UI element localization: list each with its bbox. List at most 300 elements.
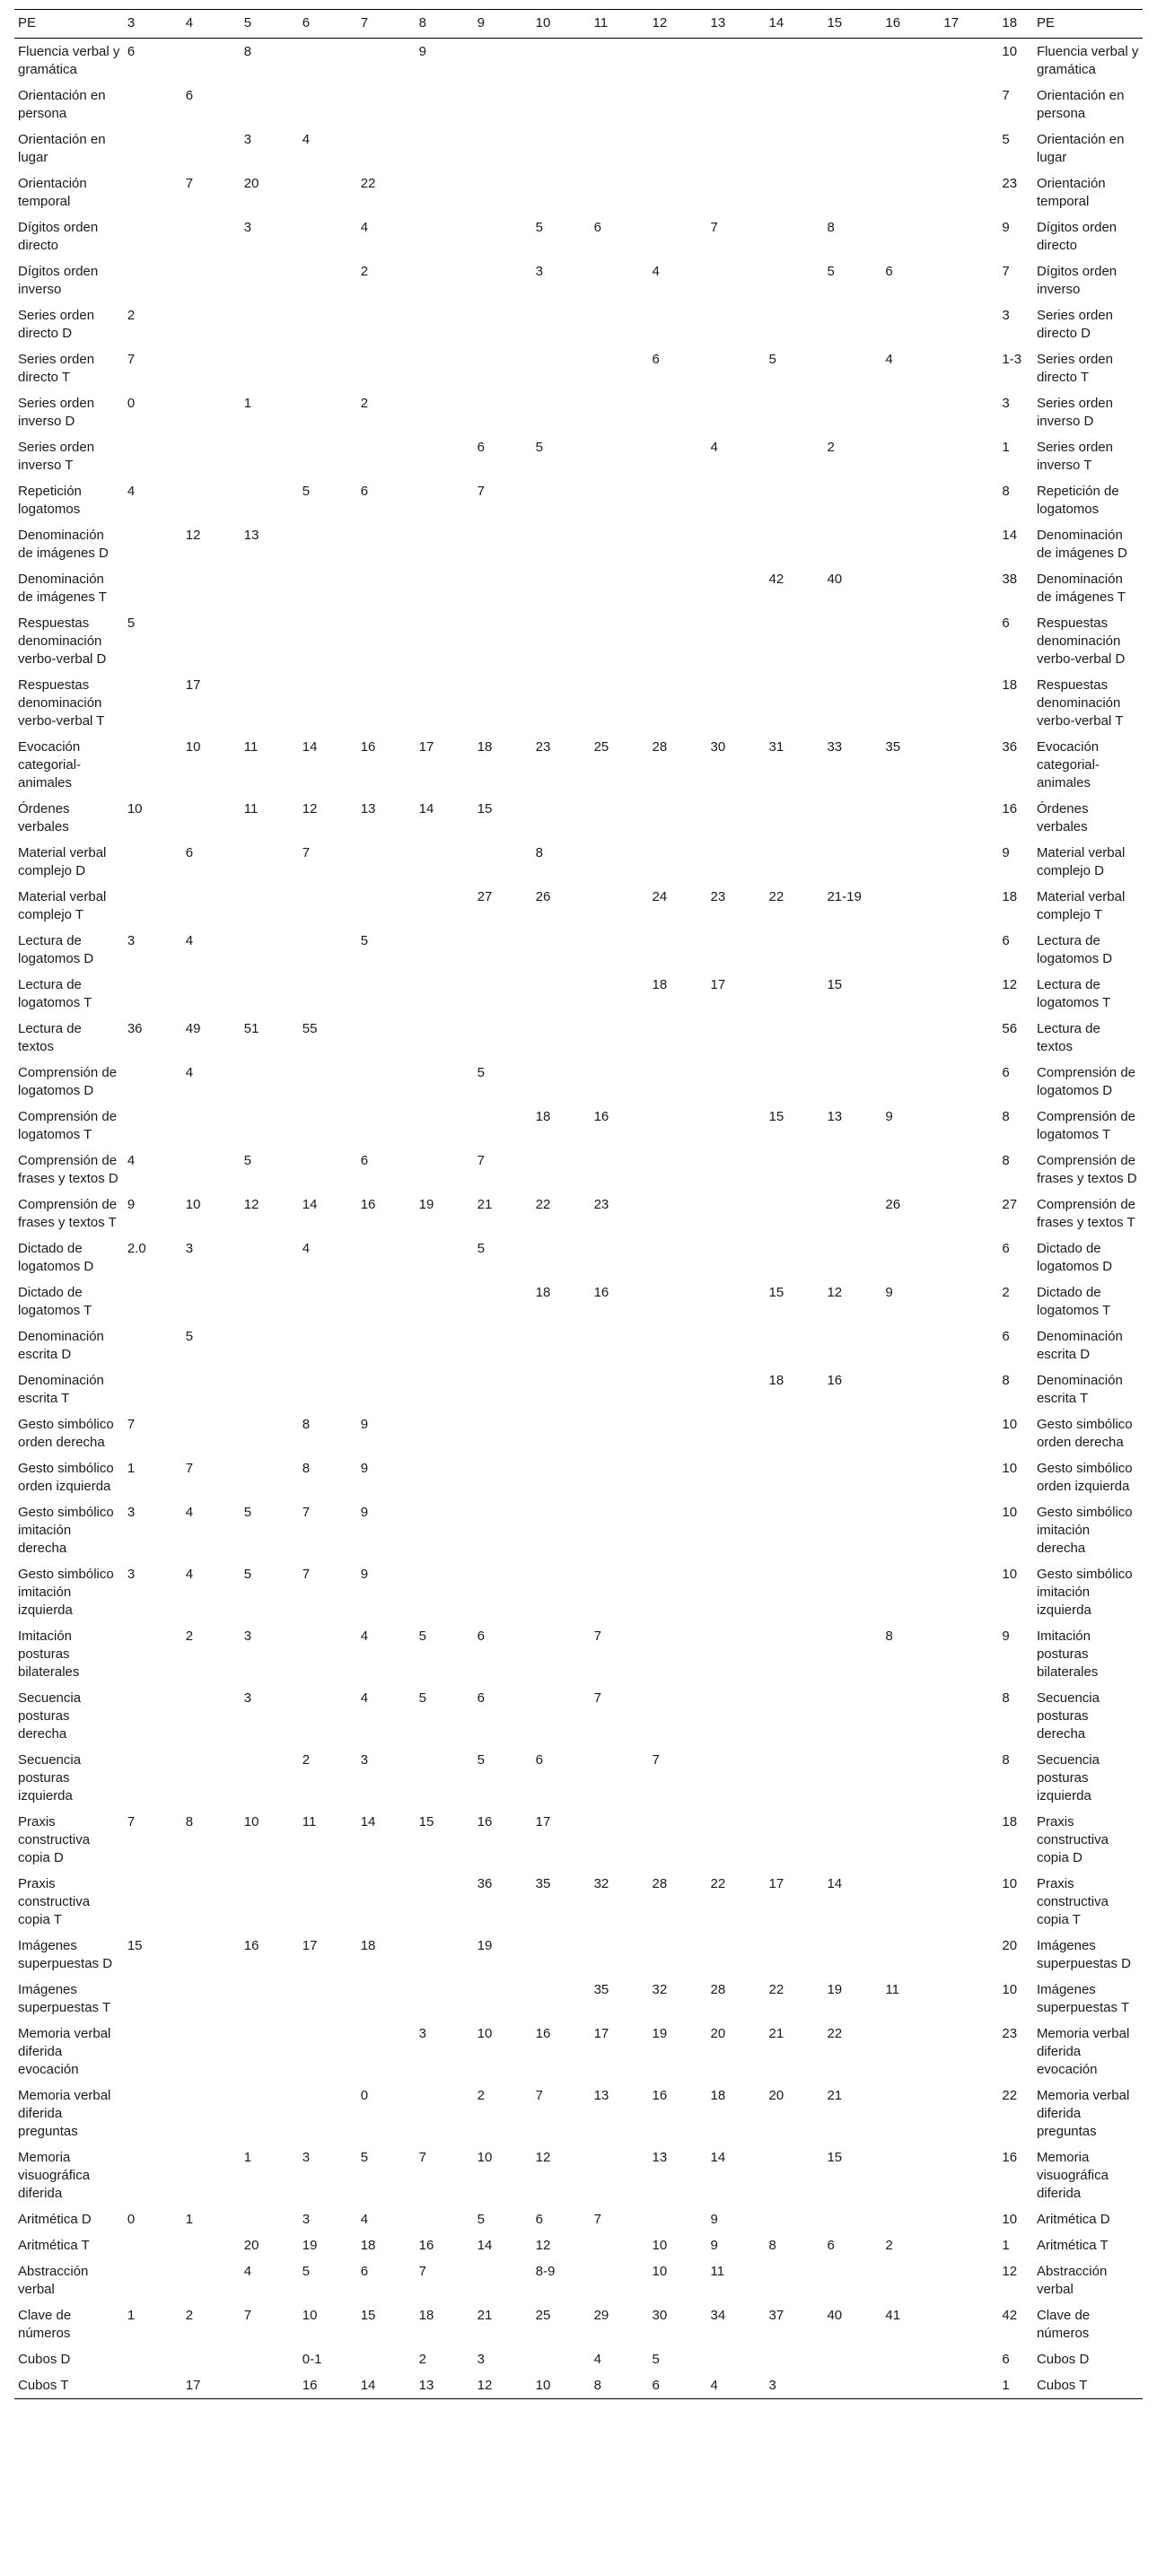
table-cell: 7	[127, 1417, 136, 1432]
row-label: Orientación en lugar	[1036, 132, 1125, 165]
row-label: Denominación escrita T	[18, 1373, 104, 1406]
table-cell: 5	[243, 1153, 252, 1168]
table-cell: 19	[652, 2026, 668, 2041]
table-cell	[474, 83, 532, 127]
table-cell: 4	[127, 1153, 136, 1168]
table-cell	[241, 1367, 299, 1411]
table-cell	[474, 672, 532, 734]
table-row	[14, 1192, 1143, 1236]
table-cell: 9	[710, 2238, 718, 2253]
table-cell	[649, 478, 707, 522]
table-cell	[823, 83, 881, 127]
row-label: Secuencia posturas derecha	[18, 1690, 82, 1742]
table-cell: 35	[593, 1982, 609, 1997]
row-label: Aritmética T	[1036, 2238, 1109, 2253]
table-cell	[474, 1279, 532, 1323]
table-cell: 4	[360, 1629, 369, 1644]
table-cell	[765, 672, 823, 734]
table-cell: 1	[243, 2150, 252, 2165]
table-cell: 2	[185, 1629, 194, 1644]
table-cell: 5	[360, 2150, 369, 2165]
column-header: 15	[823, 10, 881, 39]
table-cell: 12	[243, 1197, 259, 1212]
table-cell	[299, 302, 357, 346]
table-cell	[299, 390, 357, 434]
row-label: Aritmética T	[18, 2238, 90, 2253]
row-label: Memoria verbal diferida evocación	[18, 2026, 111, 2077]
row-label: Evocación categorial-animales	[1036, 739, 1100, 790]
table-cell	[940, 214, 998, 258]
row-label: Series orden directo D	[18, 308, 95, 341]
table-cell	[940, 258, 998, 302]
table-cell: 16	[593, 1109, 609, 1124]
table-cell	[940, 928, 998, 972]
column-header: 3	[124, 10, 182, 39]
table-cell: 22	[360, 176, 376, 191]
table-row	[14, 610, 1143, 672]
table-cell	[649, 1561, 707, 1623]
table-cell	[707, 1192, 766, 1236]
table-cell: 4	[302, 132, 311, 147]
table-cell: 10	[477, 2026, 493, 2041]
table-cell	[591, 1411, 649, 1455]
table-cell: 7	[593, 1690, 601, 1706]
row-label: Fluencia verbal y gramática	[18, 44, 120, 77]
row-label: Lectura de textos	[18, 1021, 82, 1054]
table-cell	[591, 928, 649, 972]
table-cell: 16	[593, 1285, 609, 1300]
table-cell	[707, 672, 766, 734]
table-cell	[474, 840, 532, 884]
table-cell	[940, 1016, 998, 1060]
table-cell	[182, 1685, 241, 1747]
table-cell	[357, 83, 416, 127]
table-row	[14, 2302, 1143, 2346]
table-cell	[881, 39, 940, 83]
table-cell	[765, 214, 823, 258]
table-cell	[299, 928, 357, 972]
row-label: Comprensión de frases y textos T	[18, 1197, 118, 1230]
table-cell	[124, 1323, 182, 1367]
table-row	[14, 302, 1143, 346]
column-header: 11	[591, 10, 649, 39]
table-cell	[416, 566, 474, 610]
row-label: Praxis constructiva copia T	[18, 1876, 91, 1927]
table-cell	[881, 1060, 940, 1104]
table-cell	[124, 840, 182, 884]
table-cell: 12	[474, 2372, 532, 2399]
table-cell	[416, 1411, 474, 1455]
table-cell: 6	[360, 1153, 369, 1168]
column-header: 8	[416, 10, 474, 39]
table-cell	[474, 302, 532, 346]
table-cell: 3	[127, 1567, 136, 1582]
row-label: Dígitos orden inverso	[18, 264, 99, 297]
table-cell	[881, 2346, 940, 2372]
table-cell	[649, 1323, 707, 1367]
table-cell	[241, 1747, 299, 1809]
table-cell	[416, 522, 474, 566]
table-cell	[707, 928, 766, 972]
table-cell	[474, 39, 532, 83]
table-cell	[532, 390, 591, 434]
table-row	[14, 478, 1143, 522]
row-label: Series orden inverso D	[1036, 396, 1113, 429]
table-cell: 18	[477, 739, 493, 755]
table-cell	[124, 522, 182, 566]
table-cell	[416, 170, 474, 214]
table-cell	[707, 1367, 766, 1411]
table-cell	[881, 1685, 940, 1747]
table-cell	[182, 214, 241, 258]
table-cell: 23	[710, 889, 726, 904]
table-cell: 10	[532, 2372, 591, 2399]
table-cell	[182, 884, 241, 928]
column-header: PE	[14, 10, 124, 39]
table-cell: 3	[127, 1505, 136, 1520]
table-cell	[765, 434, 823, 478]
table-cell	[765, 1809, 823, 1871]
table-cell	[591, 1933, 649, 1977]
table-cell: 12	[827, 1285, 843, 1300]
table-cell: 16	[360, 1197, 376, 1212]
table-cell	[474, 170, 532, 214]
table-cell	[416, 83, 474, 127]
table-cell: 10	[185, 1197, 201, 1212]
row-label: Orientación temporal	[1036, 176, 1106, 209]
table-cell	[532, 1148, 591, 1192]
table-cell	[707, 1809, 766, 1871]
table-cell: 10	[302, 2308, 318, 2323]
table-cell: 0-1	[302, 2352, 322, 2367]
table-cell: 2	[477, 2088, 485, 2103]
table-cell	[532, 1411, 591, 1455]
table-cell	[357, 434, 416, 478]
table-cell	[765, 1623, 823, 1685]
table-cell: 9	[360, 1461, 369, 1476]
table-cell	[881, 390, 940, 434]
table-cell: 18	[768, 1373, 784, 1388]
table-row	[14, 928, 1143, 972]
table-row	[14, 1685, 1143, 1747]
table-cell	[823, 1623, 881, 1685]
table-cell: 10	[652, 2238, 668, 2253]
table-cell	[881, 2083, 940, 2144]
table-cell	[823, 170, 881, 214]
table-cell: 11	[885, 1982, 899, 1997]
table-container	[14, 9, 1143, 2399]
table-cell	[416, 1747, 474, 1809]
table-cell: 7	[477, 1153, 485, 1168]
row-label: Imitación posturas bilaterales	[18, 1629, 80, 1680]
table-cell: 28	[652, 1876, 668, 1891]
table-cell	[357, 522, 416, 566]
table-cell: 8	[302, 1417, 311, 1432]
table-cell	[940, 1104, 998, 1148]
table-cell	[182, 302, 241, 346]
table-cell	[765, 2346, 823, 2372]
row-label: Gesto simbólico orden derecha	[1036, 1417, 1133, 1450]
table-cell	[124, 1977, 182, 2021]
table-cell: 12	[1002, 977, 1018, 992]
row-label: Memoria verbal diferida preguntas	[18, 2088, 111, 2139]
table-cell: 3	[477, 2352, 485, 2367]
table-cell: 8	[827, 220, 835, 235]
table-cell	[765, 1060, 823, 1104]
table-cell: 6	[1002, 933, 1010, 948]
table-cell: 21-19	[827, 889, 862, 904]
table-cell	[357, 1016, 416, 1060]
table-cell	[823, 796, 881, 840]
table-cell: 3	[127, 933, 136, 948]
table-cell	[881, 1561, 940, 1623]
table-cell	[241, 1060, 299, 1104]
table-cell	[591, 302, 649, 346]
table-cell	[765, 928, 823, 972]
table-cell	[940, 2083, 998, 2144]
table-cell: 10	[127, 801, 143, 816]
table-cell	[532, 39, 591, 83]
table-row	[14, 796, 1143, 840]
table-cell: 16	[299, 2372, 357, 2399]
table-cell	[591, 258, 649, 302]
table-cell: 2	[418, 2352, 427, 2367]
table-cell: 22	[768, 1982, 784, 1997]
table-row	[14, 884, 1143, 928]
table-cell: 3	[360, 1752, 369, 1768]
row-label: Denominación escrita D	[18, 1329, 104, 1362]
table-cell	[299, 972, 357, 1016]
table-cell: 0	[127, 396, 136, 411]
table-cell: 10	[1002, 1505, 1018, 1520]
table-cell	[532, 127, 591, 170]
table-cell	[591, 127, 649, 170]
table-cell	[649, 1623, 707, 1685]
table-cell: 7	[535, 2088, 543, 2103]
table-row	[14, 1060, 1143, 1104]
table-cell: 32	[652, 1982, 668, 1997]
table-cell: 7	[652, 1752, 660, 1768]
table-cell: 24	[652, 889, 668, 904]
table-cell	[416, 1016, 474, 1060]
table-cell	[416, 478, 474, 522]
table-cell	[881, 1455, 940, 1499]
table-cell	[182, 1148, 241, 1192]
table-cell: 5	[302, 484, 311, 499]
table-cell: 7	[1002, 88, 1010, 103]
table-cell: 17	[535, 1814, 551, 1829]
table-cell: 23	[1002, 176, 1018, 191]
table-cell: 4	[707, 2372, 766, 2399]
table-cell	[591, 566, 649, 610]
table-cell: 4	[593, 2352, 601, 2367]
table-cell	[881, 214, 940, 258]
table-cell: 6	[185, 845, 194, 860]
table-cell: 36	[127, 1021, 143, 1036]
table-cell: 11	[243, 801, 259, 816]
table-cell: 6	[885, 264, 893, 279]
table-cell: 9	[885, 1285, 893, 1300]
table-cell: 17	[302, 1938, 318, 1953]
table-cell: 8	[1002, 1373, 1010, 1388]
table-cell	[591, 1561, 649, 1623]
table-cell	[765, 972, 823, 1016]
table-cell: 8	[185, 1814, 194, 1829]
row-label: Comprensión de frases y textos D	[18, 1153, 118, 1186]
table-cell	[823, 39, 881, 83]
table-cell	[124, 1871, 182, 1933]
table-cell: 19	[302, 2238, 318, 2253]
table-cell	[940, 2258, 998, 2302]
table-cell	[591, 434, 649, 478]
table-cell	[940, 390, 998, 434]
table-row	[14, 214, 1143, 258]
table-cell	[241, 478, 299, 522]
column-header: 16	[881, 10, 940, 39]
table-cell: 8	[1002, 1690, 1010, 1706]
table-cell: 5	[827, 264, 835, 279]
table-cell: 6	[535, 1752, 543, 1768]
table-cell: 3	[243, 220, 252, 235]
table-cell	[474, 1016, 532, 1060]
table-cell	[591, 610, 649, 672]
table-cell	[881, 83, 940, 127]
row-label: Evocación categorial-animales	[18, 739, 82, 790]
table-cell: 9	[418, 44, 427, 59]
table-cell	[241, 972, 299, 1016]
table-row	[14, 1148, 1143, 1192]
table-cell	[182, 127, 241, 170]
table-cell: 1	[998, 2372, 1033, 2399]
table-cell: 10	[185, 739, 201, 755]
row-label: Dictado de logatomos D	[1036, 1241, 1113, 1274]
table-cell	[765, 127, 823, 170]
table-cell	[124, 2021, 182, 2083]
table-cell	[649, 170, 707, 214]
table-cell: 2	[360, 264, 369, 279]
table-cell: 19	[418, 1197, 434, 1212]
table-cell	[940, 1561, 998, 1623]
table-cell	[940, 2302, 998, 2346]
table-cell	[707, 610, 766, 672]
table-cell: 25	[593, 739, 609, 755]
table-cell	[299, 1279, 357, 1323]
table-cell	[649, 83, 707, 127]
table-row	[14, 1809, 1143, 1871]
table-cell	[940, 434, 998, 478]
table-cell: 13	[593, 2088, 609, 2103]
table-cell	[416, 1499, 474, 1561]
table-cell: 6	[535, 2212, 543, 2227]
row-label: Praxis constructiva copia D	[1036, 1814, 1109, 1865]
table-cell: 27	[477, 889, 493, 904]
table-cell: 0	[360, 2088, 369, 2103]
table-cell	[299, 346, 357, 390]
table-cell: 7	[302, 1567, 311, 1582]
table-cell	[707, 1499, 766, 1561]
table-cell	[182, 2258, 241, 2302]
table-cell	[881, 302, 940, 346]
table-cell	[416, 346, 474, 390]
table-cell	[416, 1561, 474, 1623]
row-label: Denominación de imágenes T	[18, 572, 107, 605]
table-cell: 13	[827, 1109, 843, 1124]
table-cell	[532, 1455, 591, 1499]
table-cell: 9	[1002, 1629, 1010, 1644]
table-cell: 1	[1002, 2238, 1010, 2253]
table-cell	[474, 1367, 532, 1411]
table-cell	[299, 672, 357, 734]
table-cell	[649, 1192, 707, 1236]
row-label: Imágenes superpuestas D	[1036, 1938, 1131, 1971]
table-cell: 7	[418, 2150, 427, 2165]
table-cell	[823, 1455, 881, 1499]
table-cell: 3	[243, 1629, 252, 1644]
table-cell	[823, 1411, 881, 1455]
table-cell	[707, 302, 766, 346]
table-cell	[357, 1323, 416, 1367]
table-cell	[823, 1236, 881, 1279]
table-cell	[241, 1871, 299, 1933]
table-cell	[474, 2258, 532, 2302]
table-cell: 15	[477, 801, 493, 816]
table-cell	[940, 1279, 998, 1323]
row-label: Aritmética D	[1036, 2212, 1110, 2227]
table-cell	[182, 1747, 241, 1809]
column-header: 13	[707, 10, 766, 39]
row-label: Memoria verbal diferida preguntas	[1036, 2088, 1130, 2139]
table-cell: 7	[185, 1461, 194, 1476]
table-cell	[124, 2083, 182, 2144]
table-cell	[707, 1685, 766, 1747]
table-cell: 18	[1002, 889, 1018, 904]
table-cell	[940, 302, 998, 346]
table-cell	[649, 566, 707, 610]
table-row	[14, 2346, 1143, 2372]
table-cell	[940, 127, 998, 170]
row-label: Material verbal complejo D	[18, 845, 107, 878]
row-label: Clave de números	[1036, 2308, 1091, 2341]
table-cell: 16	[1002, 2150, 1018, 2165]
table-cell	[707, 840, 766, 884]
table-cell	[241, 884, 299, 928]
table-cell: 5	[477, 1065, 485, 1080]
table-cell	[416, 1455, 474, 1499]
row-label: Dictado de logatomos D	[18, 1241, 94, 1274]
table-cell	[765, 1685, 823, 1747]
table-cell: 1	[243, 396, 252, 411]
table-cell	[416, 302, 474, 346]
row-label: Praxis constructiva copia T	[1036, 1876, 1109, 1927]
table-cell: 8	[591, 2372, 649, 2399]
table-cell: 30	[710, 739, 726, 755]
table-cell	[765, 302, 823, 346]
table-cell: 3	[418, 2026, 427, 2041]
table-cell: 33	[827, 739, 843, 755]
row-label: Cubos T	[1033, 2372, 1143, 2399]
table-cell	[416, 1871, 474, 1933]
table-cell: 11	[243, 739, 259, 755]
table-cell: 5	[185, 1329, 194, 1344]
table-cell	[707, 566, 766, 610]
row-label: Secuencia posturas izquierda	[18, 1752, 82, 1803]
table-row	[14, 566, 1143, 610]
table-cell	[881, 1933, 940, 1977]
table-cell	[940, 2021, 998, 2083]
table-cell	[532, 1933, 591, 1977]
table-cell: 8	[768, 2238, 776, 2253]
table-cell: 10	[1002, 2212, 1018, 2227]
